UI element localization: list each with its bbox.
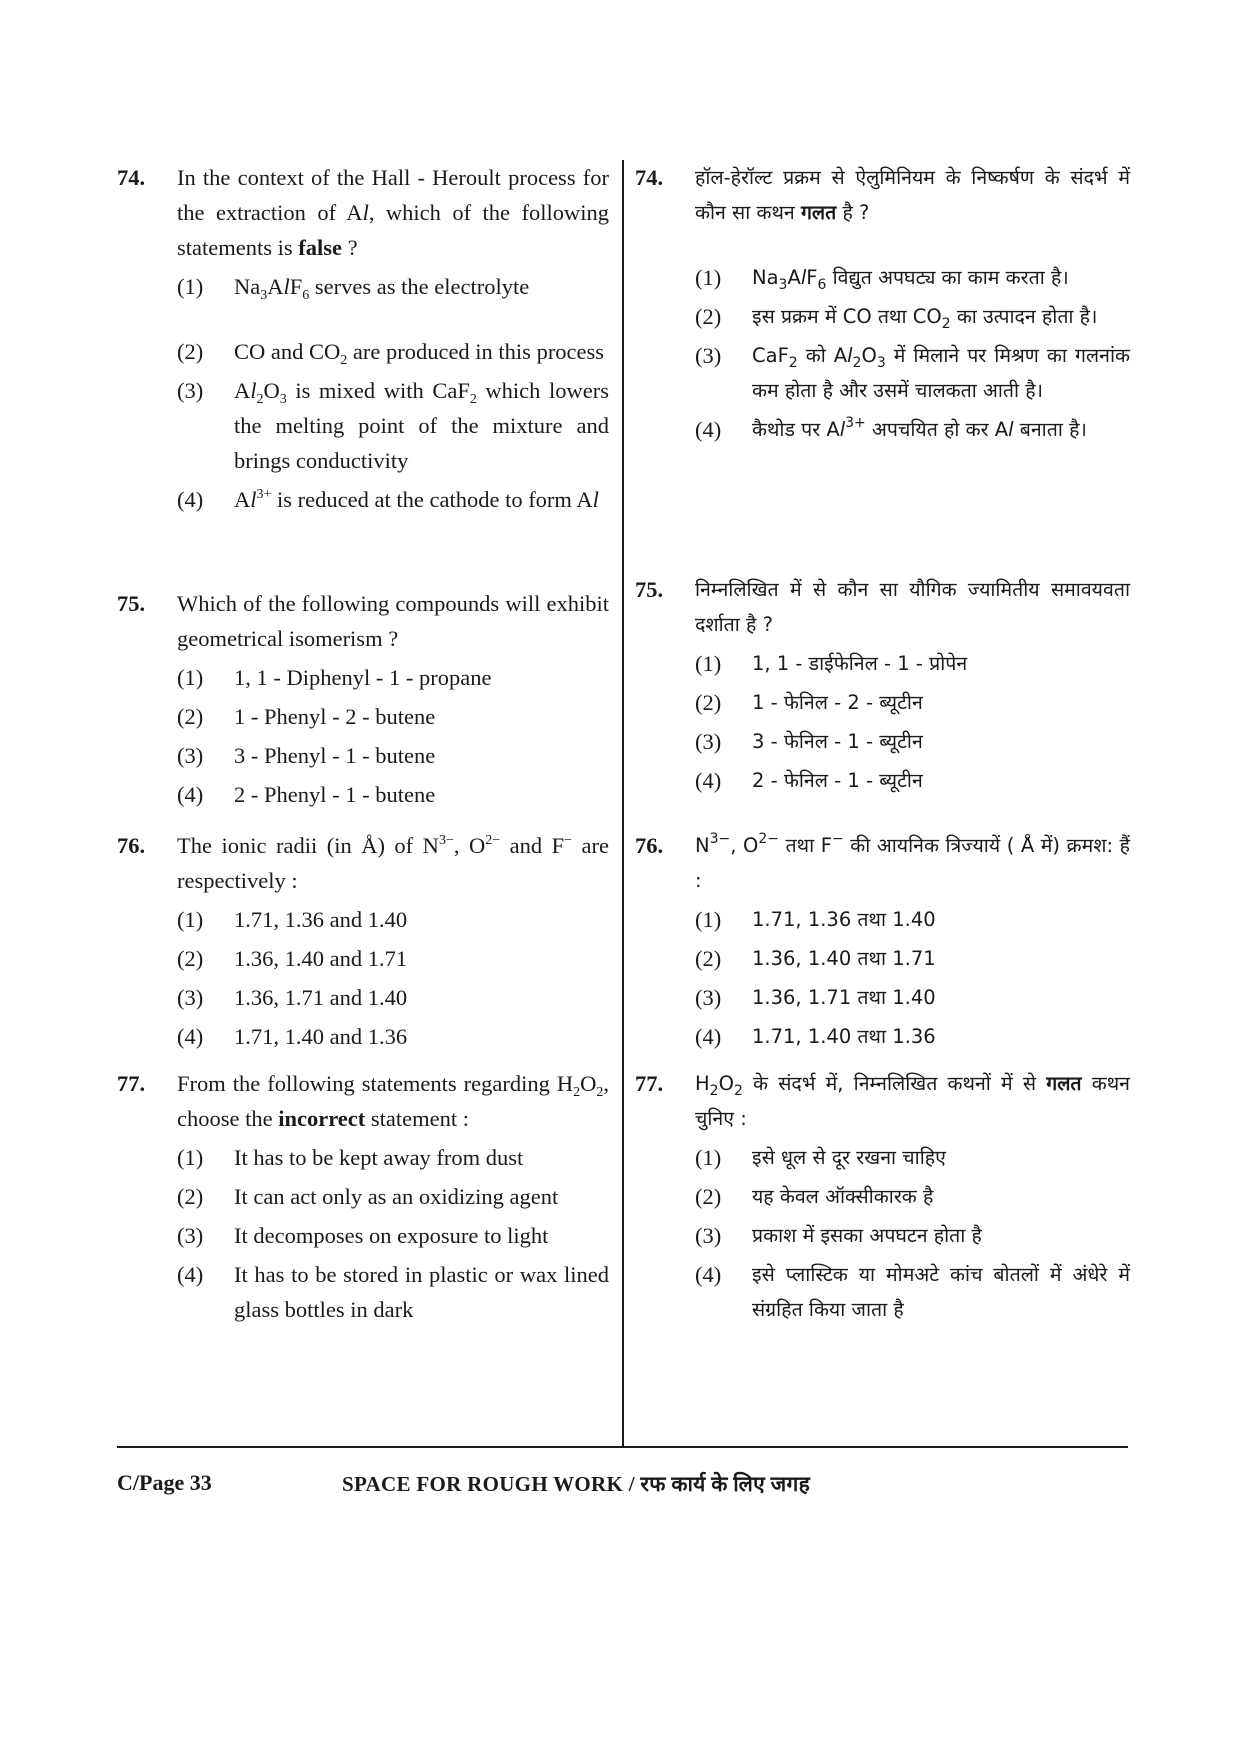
question-stem: Which of the following compounds will exhibit geometrical isomerism ? <box>177 591 609 651</box>
option-1: (1) 1.71, 1.36 and 1.40 <box>177 907 408 932</box>
option-3: (3) $Al_2O_3$ is mixed with CaF$_2$ which lowers the melting point of the mixture and brings conductivity <box>177 378 609 473</box>
question-number: 76. <box>117 833 146 858</box>
question-stem: निम्नलिखित में से कौन सा यौगिक ज्यामितीय समावयवता दर्शाता है ? <box>695 578 1130 636</box>
option-3: (3) 3 - फेनिल - 1 - ब्यूटीन <box>695 729 923 754</box>
option-4: (4) 2 - Phenyl - 1 - butene <box>177 782 436 807</box>
question-76-en <box>117 828 609 1058</box>
option-3: (3) It decomposes on exposure to light <box>177 1223 549 1248</box>
option-4: (4) 1.71, 1.40 and 1.36 <box>177 1024 408 1049</box>
question-74-hi <box>635 160 1130 451</box>
option-4: (4) 2 - फेनिल - 1 - ब्यूटीन <box>695 768 923 793</box>
question-75-hi <box>635 572 1130 802</box>
question-stem: The ionic radii (in Å) of $N^{3-}$, $O^{2-}$ and F− are respectively : <box>177 833 609 893</box>
question-stem: हॉल-हेरॉल्ट प्रक्रम से ऐलुमिनियम के निष्कर्षण के संदर्भ में कौन सा कथन गलत है ? <box>695 166 1130 224</box>
question-stem: $H_2O_2$ के संदर्भ में, निम्नलिखित कथनों में से गलत कथन चुनिए : <box>695 1072 1130 1130</box>
question-74-en <box>117 160 609 521</box>
question-77-en <box>117 1066 609 1331</box>
option-3: (3) 3 - Phenyl - 1 - butene <box>177 743 436 768</box>
option-3: (3) 1.36, 1.71 तथा 1.40 <box>695 985 936 1010</box>
question-number: 75. <box>117 591 146 616</box>
page-number: C/Page 33 <box>117 1470 212 1495</box>
option-1: (1) 1, 1 - Diphenyl - 1 - propane <box>177 665 492 690</box>
option-4: (4) $Al^{3+}$ is reduced at the cathode to form Al <box>177 487 599 512</box>
question-stem: In the context of the Hall - Heroult process for the extraction of Al, which of the following statements is false ? <box>177 165 609 260</box>
option-1: (1) 1.71, 1.36 तथा 1.40 <box>695 907 936 932</box>
question-75-en <box>117 586 609 816</box>
question-number: 76. <box>635 833 664 858</box>
option-3: (3) CaF$_2$ को $Al_2O_3$ में मिलाने पर मिश्रण का गलनांक कम होता है और उसमें चालकता आती है। <box>695 343 1130 402</box>
option-4: (4) 1.71, 1.40 तथा 1.36 <box>695 1024 936 1049</box>
option-2: (2) It can act only as an oxidizing agent <box>177 1184 559 1209</box>
question-number: 74. <box>117 165 146 190</box>
option-1: (1) $Na_3AlF_6$ serves as the electrolyte <box>177 274 530 303</box>
column-divider <box>622 160 624 1446</box>
option-3: (3) प्रकाश में इसका अपघटन होता है <box>695 1223 982 1248</box>
question-number: 77. <box>635 1071 664 1096</box>
option-3: (3) 1.36, 1.71 and 1.40 <box>177 985 408 1010</box>
question-stem: From the following statements regarding $H_2O_2$, choose the incorrect statement : <box>177 1071 609 1131</box>
option-2: (2) इस प्रक्रम में CO तथा $CO_2$ का उत्पादन होता है। <box>695 304 1098 332</box>
option-4: (4) कैथोड पर $Al^{3+}$ अपचयित हो कर Al बनाता है। <box>695 415 1087 442</box>
footer-rule <box>117 1446 1128 1448</box>
rough-work-label: SPACE FOR ROUGH WORK / रफ कार्य के लिए जगह <box>342 1472 811 1496</box>
option-1: (1) It has to be kept away from dust <box>177 1145 524 1170</box>
option-2: (2) 1.36, 1.40 तथा 1.71 <box>695 946 936 971</box>
question-76-hi <box>635 828 1130 1058</box>
option-2: (2) यह केवल ऑक्सीकारक है <box>695 1184 934 1209</box>
question-number: 74. <box>635 165 664 190</box>
option-2: (2) CO and $CO_2$ are produced in this process <box>177 339 605 368</box>
option-2: (2) 1 - फेनिल - 2 - ब्यूटीन <box>695 690 923 715</box>
option-1: (1) $Na_3AlF_6$ विद्युत अपघट्य का काम करता है। <box>695 265 1069 293</box>
question-77-hi <box>635 1066 1130 1331</box>
option-1: (1) 1, 1 - डाईफेनिल - 1 - प्रोपेन <box>695 651 968 676</box>
option-1: (1) इसे धूल से दूर रखना चाहिए <box>695 1145 946 1170</box>
question-stem: $N^{3-}$, $O^{2-}$ तथा F− की आयनिक त्रिज्यायें ( Å में) क्रमश: हैं : <box>695 831 1130 892</box>
option-4: (4) इसे प्लास्टिक या मोमअटे कांच बोतलों में अंधेरे में संग्रहित किया जाता है <box>695 1262 1130 1321</box>
question-number: 75. <box>635 577 664 602</box>
option-2: (2) 1.36, 1.40 and 1.71 <box>177 946 408 971</box>
option-4: (4) It has to be stored in plastic or wax lined glass bottles in dark <box>177 1262 609 1322</box>
question-number: 77. <box>117 1071 146 1096</box>
option-2: (2) 1 - Phenyl - 2 - butene <box>177 704 436 729</box>
